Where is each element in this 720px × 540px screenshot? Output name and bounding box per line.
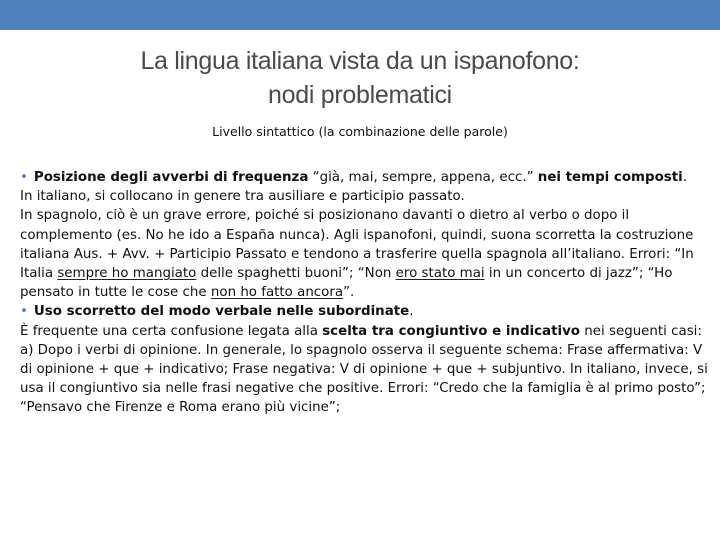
underlined-error: sempre ho mangiato (57, 266, 197, 282)
bullet-item-verbal-mode (20, 302, 712, 321)
underlined-error: ero stato mai (395, 266, 485, 282)
bullet-icon: • (20, 170, 28, 185)
body-text-span: È frequente una certa confusione legata alla (20, 323, 323, 339)
body-text-span: delle spaghetti buoni”; “Non (196, 266, 396, 282)
slide-subtitle: Livello sintattico (la combinazione delle parole) (212, 124, 508, 139)
body-text-span: nei seguenti casi: (580, 323, 702, 339)
bold-text: scelta tra congiuntivo e indicativo (322, 323, 581, 339)
bold-text: Posizione degli avverbi di frequenza (33, 170, 309, 185)
body-text-span: “già, mai, sempre, appena, ecc.” (308, 170, 538, 185)
bullet-icon: • (20, 304, 28, 320)
bullet-item-adverbs (20, 168, 712, 187)
body-text-span: . (409, 304, 414, 320)
title-line-2: nodi problematici (268, 81, 452, 109)
paragraph-opinion-verbs: a) Dopo i verbi di opinione. In generale, lo spagnolo osserva il seguente schema: Frase affermativa: V di opinione + que + indicativo; Frase negativa: V di opinione + que + subjuntivo. In italiano, invece, si usa il congiuntivo sia nelle frasi negative che positive. Errori: “Credo che la famiglia è al primo posto”; “Pensavo che Firenze e Roma erano più vicine”; (20, 342, 708, 416)
body-text-span: in un concerto di jazz”; “Ho pensato in tutte le cose che (20, 266, 673, 301)
top-accent-bar (0, 0, 720, 30)
slide-title (0, 44, 720, 112)
underlined-error: non ho fatto ancora (210, 285, 344, 301)
body-text-span: . (682, 170, 688, 185)
body-text-span: In spagnolo, ciò è un grave errore, poiché si posizionano davanti o dietro al verbo o dopo il complemento (es. No he ido a España nunca). Agli ispanofoni, quindi, suona scorretta la costruzione italiana Aus. + Avv. + Participio Passato e tendono a trasferire quella spagnola all’italiano. Errori: “In Italia (20, 208, 694, 282)
paragraph-italian-rule: In italiano, si collocano in genere tra ausiliare e participio passato. (20, 189, 465, 205)
body-text-span: ”. (343, 285, 355, 301)
paragraph-subjunctive (20, 322, 712, 341)
bold-text: nei tempi composti (537, 170, 683, 185)
bold-text: Uso scorretto del modo verbale nelle subordinate (33, 304, 410, 320)
paragraph-spanish-rule (20, 206, 712, 302)
slide-body (20, 168, 712, 418)
title-line-1: La lingua italiana vista da un ispanofono: (140, 47, 580, 75)
